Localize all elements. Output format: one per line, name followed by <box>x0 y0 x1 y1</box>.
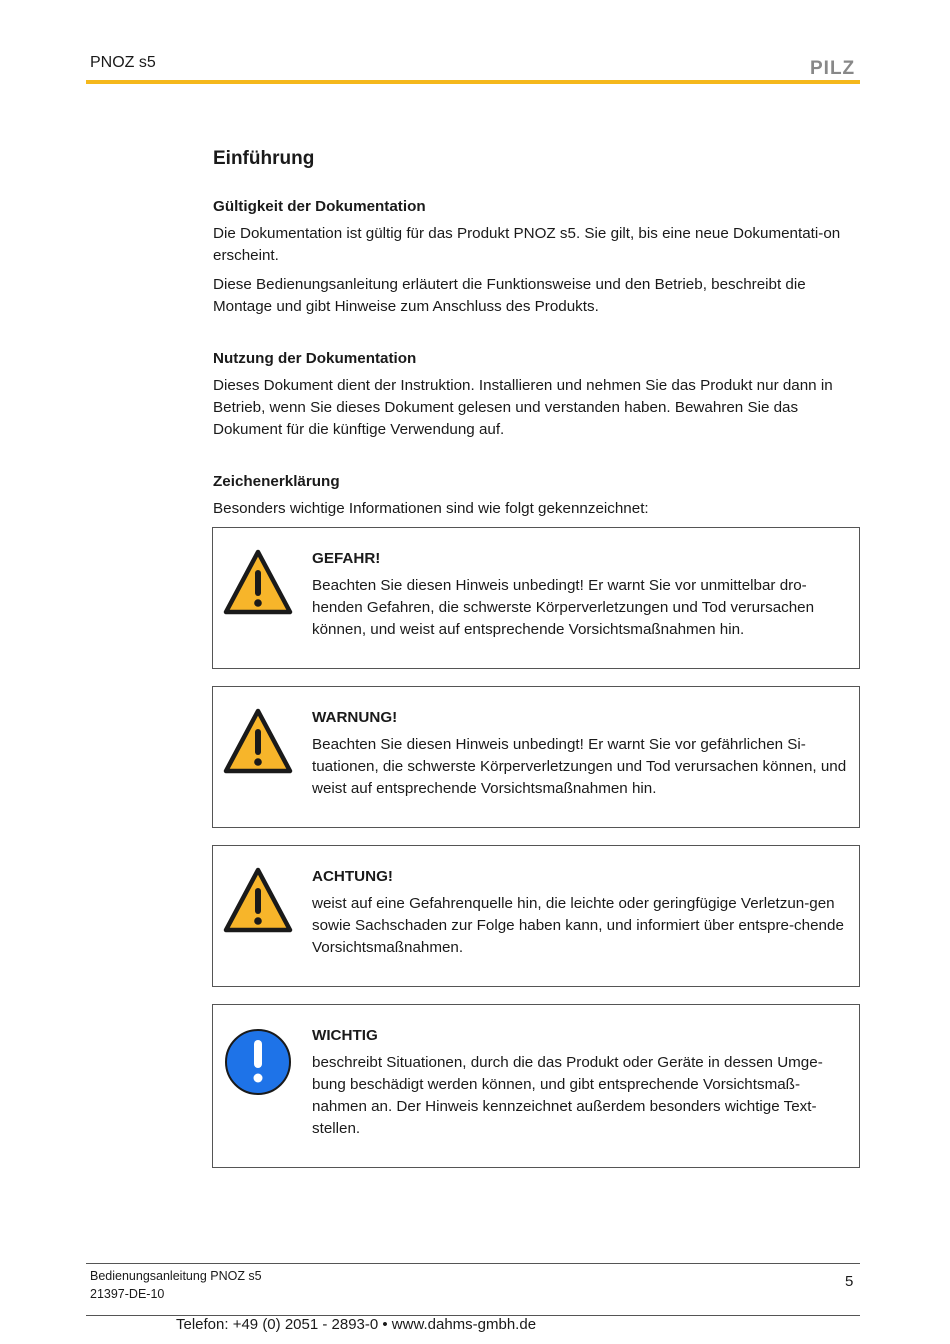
footer-rule <box>86 1263 860 1264</box>
paragraph: Diese Bedienungsanleitung erläutert die Funktionsweise und den Betrieb, beschreibt die Montage und gibt Hinweise zum Anschluss des Produkts. <box>213 276 806 315</box>
paragraph: Die Dokumentation ist gültig für das Produkt PNOZ s5. Sie gilt, bis eine neue Dokumentati-on erscheint. <box>213 225 841 264</box>
section-legend <box>213 473 863 520</box>
notice-important <box>212 1004 860 1168</box>
section-validity <box>213 198 863 318</box>
warning-triangle-icon <box>223 707 293 777</box>
footer-manual-title: Bedienungsanleitung PNOZ s5 <box>90 1269 262 1283</box>
pilz-logo: PILZ <box>810 58 856 79</box>
notice-title: ACHTUNG! <box>312 868 393 885</box>
notice-body: weist auf eine Gefahrenquelle hin, die leichte oder geringfügige Verletzun-gen sowie Sachschaden zur Folge haben kann, und informiert über entspre-chende Vorsichtsmaßnahmen. <box>312 895 844 956</box>
notice-title: WICHTIG <box>312 1027 378 1044</box>
footer-imprint: Telefon: +49 (0) 2051 - 2893-0 • www.dahms-gmbh.de <box>176 1316 537 1333</box>
info-circle-icon <box>223 1025 293 1095</box>
header-doc-title: PNOZ s5 <box>90 54 156 71</box>
notice-danger <box>212 527 860 669</box>
warning-triangle-icon <box>223 866 293 936</box>
notice-body: Beachten Sie diesen Hinweis unbedingt! Er warnt Sie vor unmittelbar dro-henden Gefahren, die schwerste Körperverletzungen und Tod verursachen können, und weist auf entsprechende Vorsichtsmaßnahmen hin. <box>312 577 815 638</box>
page-number: 5 <box>845 1273 854 1290</box>
section-title: Zeichenerklärung <box>213 473 340 490</box>
notice-body: Beachten Sie diesen Hinweis unbedingt! Er warnt Sie vor gefährlichen Si-tuationen, die schwerste Körperverletzungen und Tod verursachen können, und weist auf entsprechende Vorsichtsmaßnahmen hin. <box>312 736 847 797</box>
notice-body: beschreibt Situationen, durch die das Produkt oder Geräte in dessen Umge-bung beschädigt werden können, und gibt entsprechende Vorsichtsmaß-nahmen an. Der Hinweis kennzeichnet außerdem besonders wichtige Text-stellen. <box>312 1054 823 1137</box>
notice-title: WARNUNG! <box>312 709 398 726</box>
header-accent-rule <box>86 80 860 84</box>
notice-caution <box>212 845 860 987</box>
page-heading: Einführung <box>213 148 315 169</box>
paragraph: Besonders wichtige Informationen sind wie folgt gekennzeichnet: <box>213 500 649 517</box>
section-title: Nutzung der Dokumentation <box>213 350 417 367</box>
section-title: Gültigkeit der Dokumentation <box>213 198 426 215</box>
section-usage <box>213 350 863 441</box>
notice-warning <box>212 686 860 828</box>
warning-triangle-icon <box>223 548 293 618</box>
main-content <box>213 148 863 527</box>
notice-title: GEFAHR! <box>312 550 381 567</box>
footer-doc-number: 21397-DE-10 <box>90 1287 165 1301</box>
paragraph: Dieses Dokument dient der Instruktion. Installieren und nehmen Sie das Produkt nur dann in Betrieb, wenn Sie dieses Dokument gelesen und verstanden haben. Bewahren Sie das Dokument für die künftige Verwendung auf. <box>213 377 833 438</box>
